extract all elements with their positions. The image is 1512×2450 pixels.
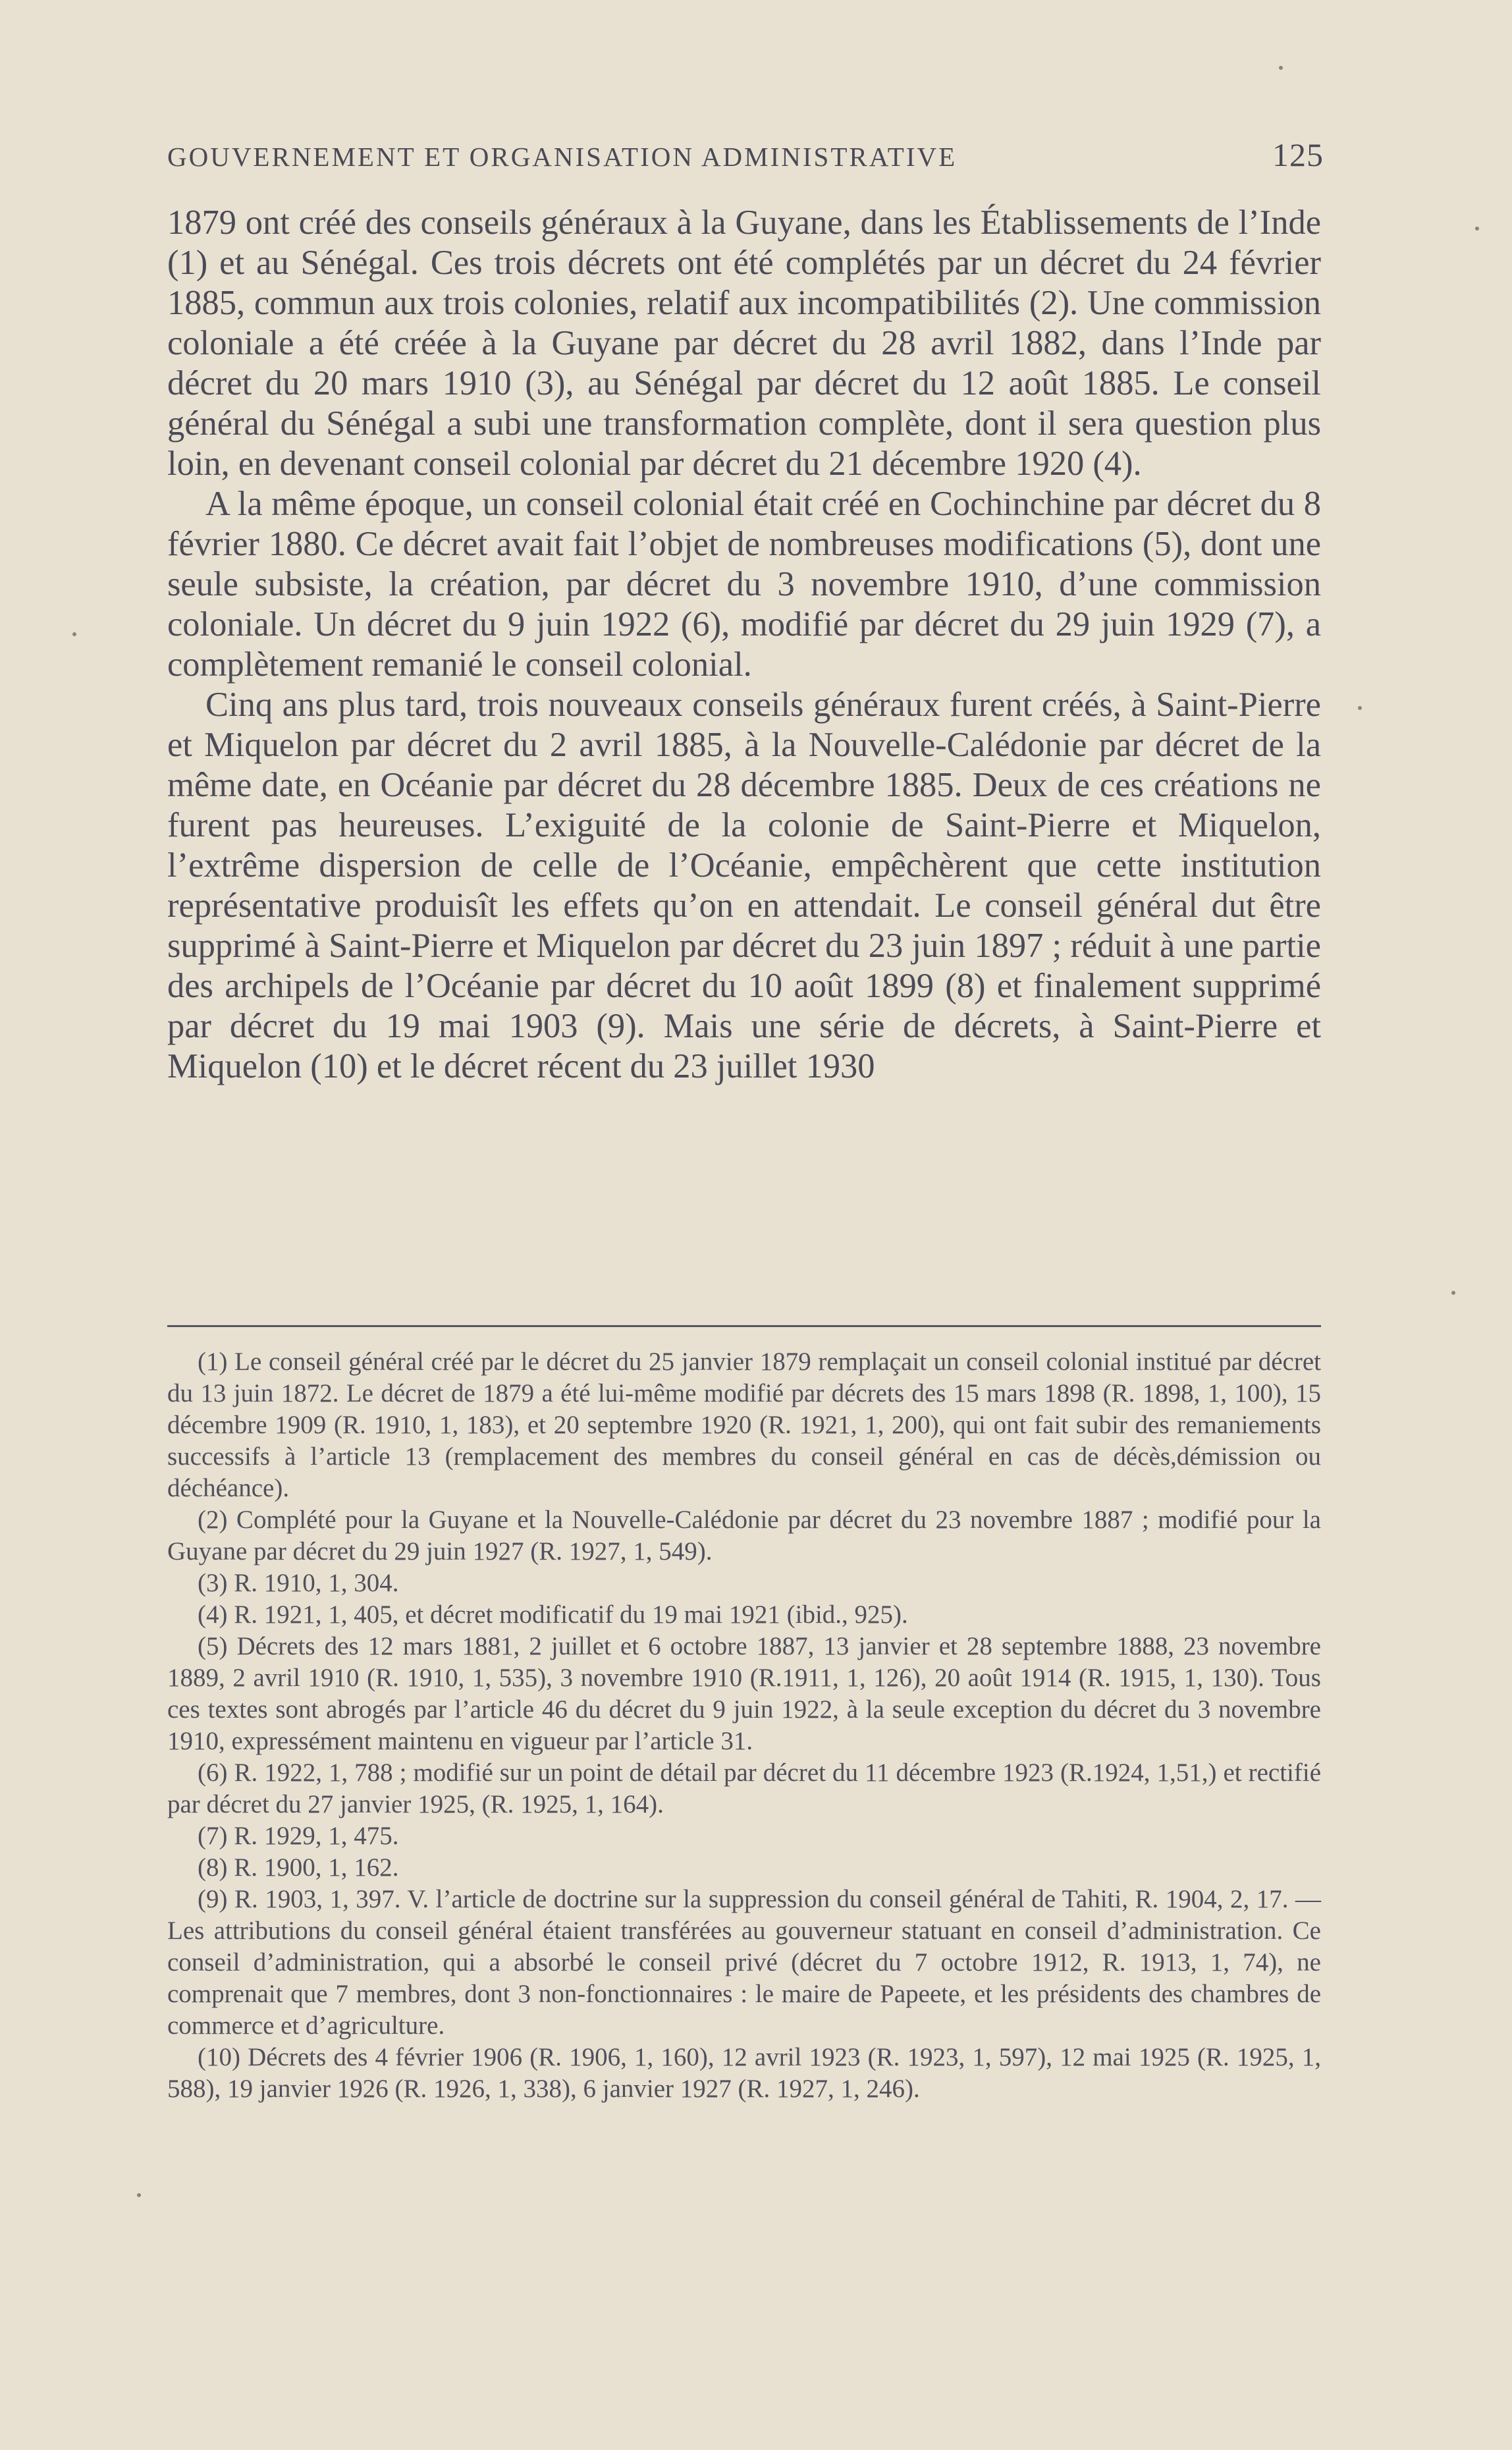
footnote-8: (8) R. 1900, 1, 162. <box>198 1853 399 1882</box>
paper-speck <box>1279 66 1283 70</box>
paper-speck <box>72 632 76 636</box>
paragraph-1: 1879 ont créé des conseils généraux à la Guyane, dans les Établissements de l’Inde (1) et au Sénégal. Ces trois décrets ont été complétés par un décret du 24 février 1885, commun aux trois colonies, relatif aux incompatibilités (2). Une commission coloniale a été créée à la Guyane par décret du 28 avril 1882, dans l’Inde par décret du 20 mars 1910 (3), au Sénégal par décret du 12 août 1885. Le conseil général du Sénégal a subi une transformation complète, dont il sera question plus loin, en devenant conseil colonial par décret du 21 décembre 1920 (4). <box>167 204 1321 483</box>
footnote-5: (5) Décrets des 12 mars 1881, 2 juillet et 6 octobre 1887, 13 janvier et 28 septembre 1888, 23 novembre 1889, 2 avril 1910 (R. 1910, 1, 535), 3 novembre 1910 (R.1911, 1, 126), 20 août 1914 (R. 1915, 1, 130). Tous ces textes sont abrogés par l’article 46 du décret du 9 juin 1922, à la seule exception du décret du 3 novembre 1910, expressément maintenu en vigueur par l’article 31. <box>167 1632 1321 1755</box>
main-text <box>167 203 1321 1087</box>
paragraph-2: A la même époque, un conseil colonial était créé en Cochinchine par décret du 8 février 1880. Ce décret avait fait l’objet de nombreuses modifications (5), dont une seule subsiste, la création, par décret du 3 novembre 1910, d’une commission coloniale. Un décret du 9 juin 1922 (6), modifié par décret du 29 juin 1929 (7), a complètement remanié le conseil colonial. <box>167 485 1321 684</box>
footnote-3: (3) R. 1910, 1, 304. <box>198 1569 399 1597</box>
paper-speck <box>137 2193 141 2197</box>
paragraph-3: Cinq ans plus tard, trois nouveaux conseils généraux furent créés, à Saint-Pierre et Miquelon par décret du 2 avril 1885, à la Nouvelle-Calédonie par décret de la même date, en Océanie par décret du 28 décembre 1885. Deux de ces créations ne furent pas heureuses. L’exiguité de la colonie de Saint-Pierre et Miquelon, l’extrême dispersion de celle de l’Océanie, empêchèrent que cette institution représentative produisît les effets qu’on en attendait. Le conseil général dut être supprimé à Saint-Pierre et Miquelon par décret du 23 juin 1897 ; réduit à une partie des archipels de l’Océanie par décret du 10 août 1899 (8) et finalement supprimé par décret du 19 mai 1903 (9). Mais une série de décrets, à Saint-Pierre et Miquelon (10) et le décret récent du 23 juillet 1930 <box>167 686 1321 1085</box>
footnote-2: (2) Complété pour la Guyane et la Nouvelle-Calédonie par décret du 23 novembre 1887 ; modifié pour la Guyane par décret du 29 juin 1927 (R. 1927, 1, 549). <box>167 1506 1321 1565</box>
footnote-6: (6) R. 1922, 1, 788 ; modifié sur un point de détail par décret du 11 décembre 1923 (R.1924, 1,51,) et rectifié par décret du 27 janvier 1925, (R. 1925, 1, 164). <box>167 1758 1321 1818</box>
page-header <box>167 136 1324 175</box>
footnote-divider <box>167 1325 1321 1327</box>
page-number: 125 <box>1272 136 1324 173</box>
footnote-4: (4) R. 1921, 1, 405, et décret modificatif du 19 mai 1921 (ibid., 925). <box>198 1600 908 1629</box>
running-title: GOUVERNEMENT ET ORGANISATION ADMINISTRATIVE <box>167 142 958 172</box>
footnote-7: (7) R. 1929, 1, 475. <box>198 1822 399 1850</box>
paper-speck <box>1451 1291 1455 1295</box>
footnotes <box>167 1346 1321 2105</box>
footnote-9: (9) R. 1903, 1, 397. V. l’article de doctrine sur la suppression du conseil général de Tahiti, R. 1904, 2, 17. — Les attributions du conseil général étaient transférées au gouverneur statuant en conseil d’administration. Ce conseil d’administration, qui a absorbé le conseil privé (décret du 7 octobre 1912, R. 1913, 1, 74), ne comprenait que 7 membres, dont 3 non-fonctionnaires : le maire de Papeete, et les présidents des chambres de commerce et d’agriculture. <box>167 1885 1321 2040</box>
paper-speck <box>1475 227 1479 231</box>
paper-speck <box>1358 706 1362 710</box>
footnote-10: (10) Décrets des 4 février 1906 (R. 1906, 1, 160), 12 avril 1923 (R. 1923, 1, 597), 12 mai 1925 (R. 1925, 1, 588), 19 janvier 1926 (R. 1926, 1, 338), 6 janvier 1927 (R. 1927, 1, 246). <box>167 2043 1321 2103</box>
footnote-1: (1) Le conseil général créé par le décret du 25 janvier 1879 remplaçait un conseil colonial institué par décret du 13 juin 1872. Le décret de 1879 a été lui-même modifié par décrets des 15 mars 1898 (R. 1898, 1, 100), 15 décembre 1909 (R. 1910, 1, 183), et 20 septembre 1920 (R. 1921, 1, 200), qui ont fait subir des remaniements successifs à l’article 13 (remplacement des membres du conseil général en cas de décès,démission ou déchéance). <box>167 1348 1321 1502</box>
